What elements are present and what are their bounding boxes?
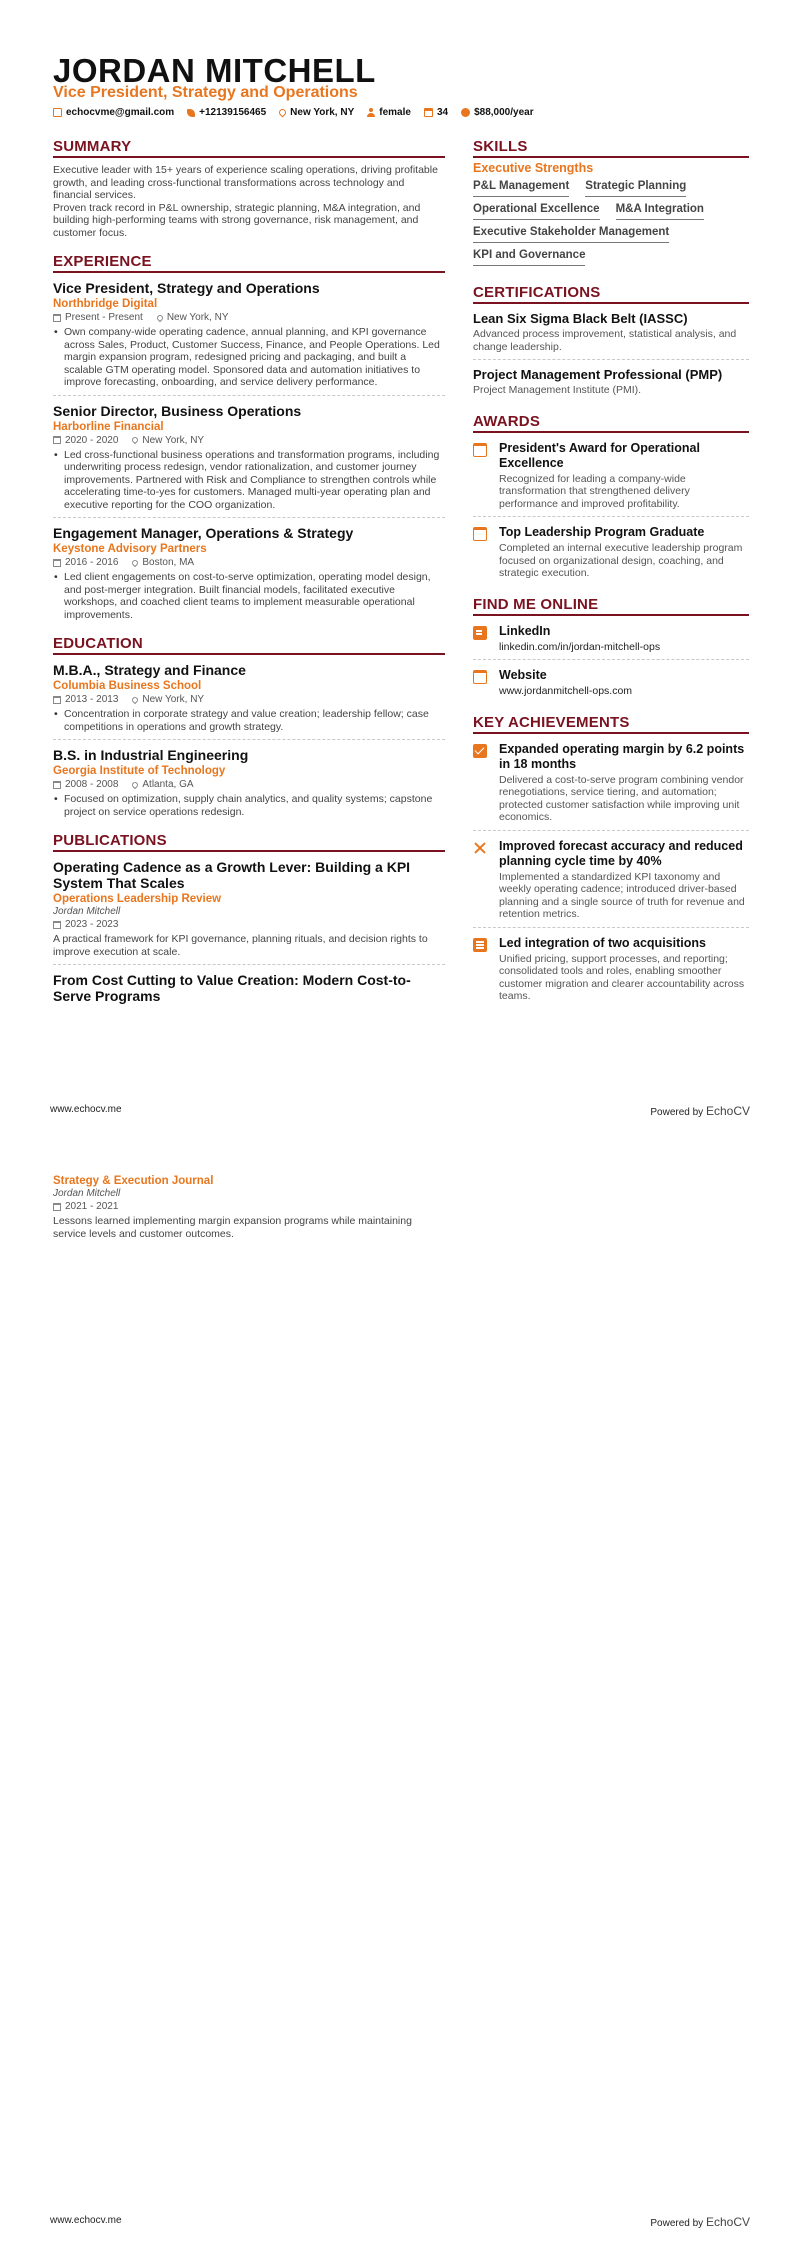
achievement-title: Improved forecast accuracy and reduced planning cycle time by 40% bbox=[499, 838, 743, 868]
calendar-icon bbox=[53, 696, 61, 704]
job-bullet: • Led client engagements on cost-to-serve optimization, operating model design, and post-merger integration. Built financial models, facilitated executive workshops, and coached client teams to implement measurable operational improvements. bbox=[53, 571, 445, 621]
skill-tag: M&A Integration bbox=[616, 203, 704, 220]
contact-bar bbox=[53, 107, 534, 118]
calendar-icon bbox=[424, 108, 433, 117]
calendar-icon bbox=[53, 921, 61, 929]
achievement-entry bbox=[473, 936, 749, 1009]
award-description: Recognized for leading a company-wide transformation that strengthened delivery performance and improved profitability. bbox=[499, 472, 690, 510]
salary-icon bbox=[461, 108, 470, 117]
publication-entry bbox=[53, 859, 445, 965]
page-footer bbox=[50, 1104, 750, 1118]
education-section bbox=[53, 635, 445, 824]
envelope-icon bbox=[473, 744, 487, 758]
footer-site-link[interactable]: www.echocv.me bbox=[50, 2215, 122, 2226]
degree-title: M.B.A., Strategy and Finance bbox=[53, 662, 246, 678]
online-section bbox=[473, 596, 749, 704]
contact-email[interactable]: echocvme@gmail.com bbox=[53, 107, 174, 118]
achievement-description: Delivered a cost-to-serve program combining vendor renegotiations, service tiering, and automation; protected customer satisfaction while improving unit economics. bbox=[499, 773, 744, 823]
skill-tag: P&L Management bbox=[473, 180, 569, 197]
job-title: Engagement Manager, Operations & Strategy bbox=[53, 525, 354, 541]
publication-author: Jordan Mitchell bbox=[53, 906, 121, 917]
education-meta bbox=[53, 694, 445, 705]
achievement-description: Implemented a standardized KPI taxonomy and weekly operating cadence; introduced driver-based planning and a single source of truth for revenue and retention metrics. bbox=[499, 870, 745, 920]
job-location: New York, NY bbox=[166, 312, 229, 323]
education-entry bbox=[53, 747, 445, 824]
publication-dates: 2023 - 2023 bbox=[65, 919, 119, 930]
job-dates: Present - Present bbox=[65, 312, 143, 323]
skill-tag: KPI and Governance bbox=[473, 249, 585, 266]
achievement-title: Expanded operating margin by 6.2 points in 18 months bbox=[499, 741, 745, 771]
website-link[interactable]: www.jordanmitchell-ops.com bbox=[499, 685, 633, 697]
awards-section bbox=[473, 413, 749, 586]
achievements-section bbox=[473, 714, 749, 1009]
job-meta bbox=[53, 557, 445, 568]
award-title: Top Leadership Program Graduate bbox=[499, 525, 705, 539]
location-pin-icon bbox=[131, 695, 139, 703]
education-meta bbox=[53, 779, 445, 790]
publication-entry bbox=[53, 972, 445, 1010]
job-bullet: • Led cross-functional business operations and transformation programs, including underwriting process redesign, vendor rationalization, and customer journey improvements. Partnered with Risk and Compliance to strengthen controls while accelerating time-to-yes for customers. Managed multi-year operating plan and executive reporting for the COO organization. bbox=[53, 449, 445, 512]
calendar-icon bbox=[53, 314, 61, 322]
awards-heading: AWARDS bbox=[473, 413, 749, 433]
publication-entry-continued bbox=[53, 1175, 445, 1240]
skills-list bbox=[473, 180, 749, 266]
education-bullet: • Focused on optimization, supply chain analytics, and quality systems; capstone project on service operations redesign. bbox=[53, 793, 445, 818]
award-description: Completed an internal executive leadership program focused on organizational design, coaching, and strategic execution. bbox=[499, 542, 743, 579]
person-icon bbox=[367, 108, 375, 117]
website-calendar-icon bbox=[473, 670, 487, 684]
job-meta bbox=[53, 435, 445, 446]
experience-section bbox=[53, 253, 445, 627]
calendar-icon bbox=[53, 436, 61, 444]
skills-section bbox=[473, 138, 749, 266]
calendar-icon bbox=[53, 781, 61, 789]
education-dates: 2008 - 2008 bbox=[65, 779, 119, 790]
job-location: New York, NY bbox=[142, 434, 205, 446]
footer-powered bbox=[650, 1104, 750, 1118]
job-title: Vice President, Strategy and Operations bbox=[53, 280, 320, 296]
award-calendar-icon bbox=[473, 443, 487, 457]
certification-title: Project Management Professional (PMP) bbox=[473, 367, 723, 382]
footer-brand[interactable]: EchoCV bbox=[705, 1104, 750, 1118]
online-entry bbox=[473, 624, 749, 661]
location-pin-icon bbox=[131, 780, 139, 788]
certification-description: Advanced process improvement, statistical analysis, and change leadership. bbox=[473, 328, 737, 353]
achievement-entry bbox=[473, 742, 749, 831]
certifications-section bbox=[473, 284, 749, 403]
experience-entry bbox=[53, 280, 445, 396]
location-pin-icon bbox=[278, 108, 288, 118]
certification-description: Project Management Institute (PMI). bbox=[473, 384, 642, 396]
education-location: Atlanta, GA bbox=[142, 779, 194, 790]
online-title: LinkedIn bbox=[499, 623, 551, 638]
certifications-heading: CERTIFICATIONS bbox=[473, 284, 749, 304]
degree-title: B.S. in Industrial Engineering bbox=[53, 747, 249, 763]
award-entry bbox=[473, 525, 749, 586]
education-bullet: • Concentration in corporate strategy and value creation; leadership fellow; case competitions in operations and growth strategy. bbox=[53, 708, 445, 733]
job-dates: 2016 - 2016 bbox=[65, 557, 119, 568]
company-name: Harborline Financial bbox=[53, 420, 164, 433]
mail-icon bbox=[53, 108, 62, 117]
certification-title: Lean Six Sigma Black Belt (IASSC) bbox=[473, 311, 688, 326]
certification-entry bbox=[473, 367, 749, 403]
school-name: Columbia Business School bbox=[53, 680, 202, 692]
job-dates: 2020 - 2020 bbox=[65, 434, 119, 446]
candidate-name: JORDAN MITCHELL bbox=[53, 52, 376, 89]
location-pin-icon bbox=[131, 436, 139, 444]
skills-heading: SKILLS bbox=[473, 138, 749, 158]
summary-section bbox=[53, 138, 445, 239]
achievement-title: Led integration of two acquisitions bbox=[499, 935, 706, 950]
skill-tag: Strategic Planning bbox=[585, 180, 686, 197]
job-title: Senior Director, Business Operations bbox=[53, 402, 302, 419]
location-pin-icon bbox=[156, 313, 164, 321]
footer-site-link[interactable]: www.echocv.me bbox=[50, 1104, 122, 1115]
company-name: Northbridge Digital bbox=[53, 298, 158, 310]
publications-heading: PUBLICATIONS bbox=[53, 832, 445, 852]
publications-section bbox=[53, 832, 445, 1010]
publication-description: Lessons learned implementing margin expansion programs while maintaining service levels and customer outcomes. bbox=[53, 1215, 412, 1240]
publication-dates: 2021 - 2021 bbox=[65, 1201, 119, 1212]
location-pin-icon bbox=[131, 558, 139, 566]
education-location: New York, NY bbox=[142, 694, 205, 705]
link-document-icon bbox=[473, 626, 487, 640]
education-entry bbox=[53, 662, 445, 740]
page-footer bbox=[50, 2215, 750, 2229]
contact-location: New York, NY bbox=[279, 107, 354, 118]
publication-venue: Operations Leadership Review bbox=[53, 893, 222, 905]
company-name: Keystone Advisory Partners bbox=[53, 543, 207, 555]
footer-powered bbox=[650, 2215, 750, 2229]
summary-paragraph-1: Executive leader with 15+ years of experience scaling operations, driving profitable growth, and leading cross-functional transformations across technology and financial services. bbox=[53, 164, 438, 201]
skill-tag: Operational Excellence bbox=[473, 203, 600, 220]
job-location: Boston, MA bbox=[142, 557, 195, 568]
calendar-icon bbox=[53, 1203, 61, 1211]
publication-title: From Cost Cutting to Value Creation: Modern Cost-to-Serve Programs bbox=[53, 972, 411, 1004]
right-column bbox=[473, 138, 749, 1009]
summary-paragraph-2: Proven track record in P&L ownership, strategic planning, M&A integration, and building high-performing teams with strong governance, risk management, and customer focus. bbox=[53, 201, 421, 239]
experience-heading: EXPERIENCE bbox=[53, 253, 445, 273]
skills-group-title: Executive Strengths bbox=[473, 161, 594, 175]
calculator-icon bbox=[473, 938, 487, 952]
education-dates: 2013 - 2013 bbox=[65, 694, 119, 705]
contact-age: 34 bbox=[424, 107, 448, 118]
contact-salary: $88,000/year bbox=[461, 107, 534, 118]
candidate-title: Vice President, Strategy and Operations bbox=[53, 84, 358, 101]
achievements-heading: KEY ACHIEVEMENTS bbox=[473, 714, 749, 734]
left-column-continued bbox=[53, 1173, 445, 1240]
phone-icon bbox=[187, 109, 195, 117]
publication-title: Operating Cadence as a Growth Lever: Building a KPI System That Scales bbox=[53, 859, 411, 891]
award-entry bbox=[473, 441, 749, 518]
certification-entry bbox=[473, 311, 749, 360]
linkedin-link[interactable]: linkedin.com/in/jordan-mitchell-ops bbox=[499, 640, 661, 653]
award-title: President's Award for Operational Excellence bbox=[499, 440, 700, 470]
education-heading: EDUCATION bbox=[53, 635, 445, 655]
contact-phone[interactable]: +12139156465 bbox=[187, 107, 266, 118]
publication-description: A practical framework for KPI governance, planning rituals, and decision rights to improve execution at scale. bbox=[53, 933, 428, 958]
achievement-entry bbox=[473, 839, 749, 928]
resume-page-2 bbox=[0, 1140, 794, 2246]
contact-gender: female bbox=[367, 107, 411, 118]
calendar-icon bbox=[53, 559, 61, 567]
summary-heading: SUMMARY bbox=[53, 138, 445, 158]
online-heading: FIND ME ONLINE bbox=[473, 596, 749, 616]
skill-tag: Executive Stakeholder Management bbox=[473, 226, 669, 243]
school-name: Georgia Institute of Technology bbox=[53, 765, 226, 777]
sparkle-icon bbox=[473, 841, 487, 855]
publication-author: Jordan Mitchell bbox=[53, 1188, 121, 1199]
footer-powered-text: Powered by bbox=[650, 1107, 704, 1118]
experience-entry bbox=[53, 525, 445, 627]
footer-powered-text: Powered by bbox=[650, 2218, 704, 2229]
award-calendar-icon bbox=[473, 527, 487, 541]
achievement-description: Unified pricing, support processes, and reporting; consolidated tools and roles, enabling smoother customer migration and clearer accountability across teams. bbox=[499, 952, 745, 1002]
online-title: Website bbox=[499, 668, 547, 682]
online-entry bbox=[473, 668, 749, 704]
footer-brand[interactable]: EchoCV bbox=[705, 2215, 750, 2229]
publication-meta bbox=[53, 1201, 445, 1212]
left-column bbox=[53, 138, 445, 1010]
publication-venue: Strategy & Execution Journal bbox=[53, 1175, 214, 1187]
job-meta bbox=[53, 312, 445, 323]
experience-entry bbox=[53, 403, 445, 519]
job-bullet: • Own company-wide operating cadence, annual planning, and KPI governance across Sales, Product, Customer Success, Finance, and People Operations. Led margin expansion program, redesigned pricing and packaging, and built a scalable GTM operating model. Sponsored data and automation initiatives to improve forecasting, onboarding, and service delivery performance. bbox=[53, 326, 445, 389]
publication-meta bbox=[53, 919, 445, 930]
